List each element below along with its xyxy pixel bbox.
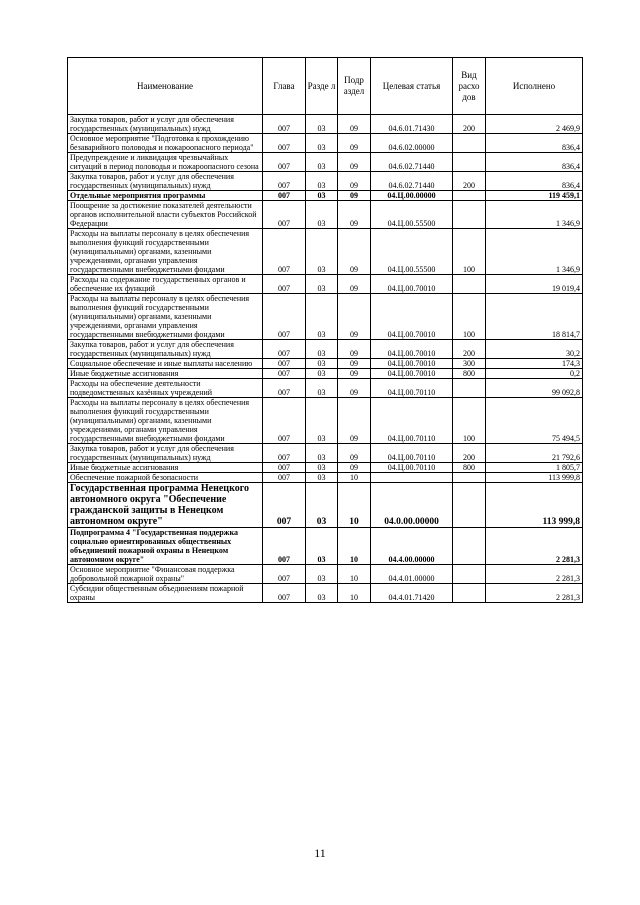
cell-razdel: 03 <box>306 463 338 473</box>
cell-podrazdel: 09 <box>338 463 371 473</box>
cell-name: Государственная программа Ненецкого автономного округа "Обеспечение гражданской защиты в Ненецком автономном округе" <box>68 483 263 528</box>
cell-ispolneno: 836,4 <box>486 134 583 153</box>
cell-podrazdel: 09 <box>338 340 371 359</box>
header-ispolneno: Исполнено <box>486 58 583 115</box>
cell-name: Отдельные мероприятия программы <box>68 191 263 201</box>
cell-glava: 007 <box>263 483 306 528</box>
cell-glava: 007 <box>263 473 306 483</box>
cell-podrazdel: 10 <box>338 473 371 483</box>
cell-name: Основное мероприятие "Финансовая поддержка добровольной пожарной охраны" <box>68 565 263 584</box>
cell-vid-raskhodov: 200 <box>453 172 486 191</box>
cell-name: Расходы на выплаты персоналу в целях обеспечения выполнения функций государственными (муниципальными) органами, казенными учреждениями, органами управления государственными внебюджетными фондами <box>68 398 263 444</box>
cell-name: Иные бюджетные ассигнования <box>68 463 263 473</box>
cell-ispolneno: 30,2 <box>486 340 583 359</box>
cell-tselevaya-statya: 04.6.01.71430 <box>371 115 453 134</box>
cell-razdel: 03 <box>306 134 338 153</box>
cell-glava: 007 <box>263 398 306 444</box>
table-row <box>68 528 583 565</box>
cell-vid-raskhodov: 300 <box>453 359 486 369</box>
cell-tselevaya-statya: 04.6.02.71440 <box>371 172 453 191</box>
cell-glava: 007 <box>263 369 306 379</box>
header-podrazdel: Подр аздел <box>338 58 371 115</box>
cell-podrazdel: 10 <box>338 565 371 584</box>
cell-vid-raskhodov: 100 <box>453 398 486 444</box>
cell-razdel: 03 <box>306 584 338 603</box>
table-row <box>68 369 583 379</box>
cell-podrazdel: 09 <box>338 294 371 340</box>
cell-podrazdel: 09 <box>338 275 371 294</box>
cell-razdel: 03 <box>306 275 338 294</box>
header-glava: Глава <box>263 58 306 115</box>
header-name: Наименование <box>68 58 263 115</box>
cell-podrazdel: 09 <box>338 444 371 463</box>
cell-ispolneno: 19 019,4 <box>486 275 583 294</box>
cell-ispolneno: 0,2 <box>486 369 583 379</box>
cell-vid-raskhodov <box>453 153 486 172</box>
cell-vid-raskhodov <box>453 483 486 528</box>
cell-vid-raskhodov: 200 <box>453 444 486 463</box>
cell-razdel: 03 <box>306 172 338 191</box>
table-row <box>68 463 583 473</box>
cell-ispolneno: 2 281,3 <box>486 528 583 565</box>
cell-tselevaya-statya: 04.Ц.00.70110 <box>371 398 453 444</box>
cell-razdel: 03 <box>306 294 338 340</box>
table-header-row <box>68 58 583 115</box>
cell-tselevaya-statya: 04.0.00.00000 <box>371 483 453 528</box>
cell-razdel: 03 <box>306 565 338 584</box>
cell-razdel: 03 <box>306 153 338 172</box>
cell-name: Расходы на выплаты персоналу в целях обеспечения выполнения функций государственными (муниципальными) органами, казенными учреждениями, органами управления государственными внебюджетными фондами <box>68 294 263 340</box>
cell-tselevaya-statya: 04.Ц.00.70010 <box>371 369 453 379</box>
cell-ispolneno: 75 494,5 <box>486 398 583 444</box>
cell-vid-raskhodov: 200 <box>453 340 486 359</box>
header-tselevaya-statya: Целевая статья <box>371 58 453 115</box>
table-row <box>68 275 583 294</box>
cell-glava: 007 <box>263 444 306 463</box>
table-row <box>68 398 583 444</box>
header-razdel: Разде л <box>306 58 338 115</box>
cell-name: Предупреждение и ликвидация чрезвычайных ситуаций в период половодья и пожароопасного сезона <box>68 153 263 172</box>
cell-razdel: 03 <box>306 473 338 483</box>
cell-vid-raskhodov: 200 <box>453 115 486 134</box>
cell-ispolneno: 99 092,8 <box>486 379 583 398</box>
cell-name: Закупка товаров, работ и услуг для обеспечения государственных (муниципальных) нужд <box>68 172 263 191</box>
cell-vid-raskhodov: 100 <box>453 294 486 340</box>
cell-name: Иные бюджетные ассигнования <box>68 369 263 379</box>
cell-razdel: 03 <box>306 528 338 565</box>
cell-glava: 007 <box>263 134 306 153</box>
cell-ispolneno: 1 346,9 <box>486 229 583 275</box>
cell-tselevaya-statya: 04.Ц.00.70010 <box>371 340 453 359</box>
cell-tselevaya-statya: 04.Ц.00.70110 <box>371 379 453 398</box>
cell-ispolneno: 2 469,9 <box>486 115 583 134</box>
cell-glava: 007 <box>263 359 306 369</box>
cell-ispolneno: 113 999,8 <box>486 483 583 528</box>
cell-vid-raskhodov: 100 <box>453 229 486 275</box>
cell-razdel: 03 <box>306 201 338 229</box>
table-row <box>68 201 583 229</box>
cell-glava: 007 <box>263 172 306 191</box>
cell-name: Обеспечение пожарной безопасности <box>68 473 263 483</box>
cell-podrazdel: 09 <box>338 134 371 153</box>
cell-tselevaya-statya: 04.4.01.00000 <box>371 565 453 584</box>
cell-ispolneno: 836,4 <box>486 153 583 172</box>
cell-vid-raskhodov <box>453 191 486 201</box>
cell-ispolneno: 174,3 <box>486 359 583 369</box>
cell-ispolneno: 113 999,8 <box>486 473 583 483</box>
cell-ispolneno: 18 814,7 <box>486 294 583 340</box>
table-row <box>68 444 583 463</box>
cell-tselevaya-statya: 04.6.02.71440 <box>371 153 453 172</box>
cell-ispolneno: 1 805,7 <box>486 463 583 473</box>
cell-glava: 007 <box>263 115 306 134</box>
cell-vid-raskhodov <box>453 134 486 153</box>
cell-razdel: 03 <box>306 191 338 201</box>
cell-razdel: 03 <box>306 229 338 275</box>
page-number: 11 <box>314 846 326 860</box>
cell-name: Поощрение за достижение показателей деятельности органов исполнительной власти субъектов Российской Федерации <box>68 201 263 229</box>
cell-tselevaya-statya: 04.4.01.71420 <box>371 584 453 603</box>
cell-vid-raskhodov: 800 <box>453 463 486 473</box>
cell-podrazdel: 09 <box>338 172 371 191</box>
cell-tselevaya-statya: 04.Ц.00.55500 <box>371 201 453 229</box>
table-row <box>68 379 583 398</box>
cell-podrazdel: 10 <box>338 528 371 565</box>
cell-razdel: 03 <box>306 369 338 379</box>
cell-razdel: 03 <box>306 115 338 134</box>
cell-vid-raskhodov <box>453 584 486 603</box>
cell-tselevaya-statya: 04.Ц.00.55500 <box>371 229 453 275</box>
cell-tselevaya-statya: 04.Ц.00.00000 <box>371 191 453 201</box>
cell-name: Основное мероприятие "Подготовка к прохождению безаварийного половодья и пожароопасного периода" <box>68 134 263 153</box>
cell-glava: 007 <box>263 294 306 340</box>
cell-name: Подпрограмма 4 "Государственная поддержка социально ориентированных общественных объединений пожарной охраны в Ненецком автономном округе" <box>68 528 263 565</box>
cell-name: Закупка товаров, работ и услуг для обеспечения государственных (муниципальных) нужд <box>68 340 263 359</box>
cell-vid-raskhodov <box>453 473 486 483</box>
cell-vid-raskhodov <box>453 275 486 294</box>
cell-razdel: 03 <box>306 379 338 398</box>
cell-tselevaya-statya: 04.4.00.00000 <box>371 528 453 565</box>
table-row <box>68 565 583 584</box>
cell-vid-raskhodov <box>453 528 486 565</box>
budget-execution-table <box>67 57 583 603</box>
cell-razdel: 03 <box>306 444 338 463</box>
cell-ispolneno: 1 346,9 <box>486 201 583 229</box>
cell-tselevaya-statya: 04.Ц.00.70110 <box>371 444 453 463</box>
cell-name: Социальное обеспечение и иные выплаты населению <box>68 359 263 369</box>
cell-tselevaya-statya: 04.Ц.00.70110 <box>371 463 453 473</box>
cell-vid-raskhodov <box>453 565 486 584</box>
table-row <box>68 340 583 359</box>
cell-glava: 007 <box>263 463 306 473</box>
cell-glava: 007 <box>263 275 306 294</box>
table-row <box>68 172 583 191</box>
cell-vid-raskhodov <box>453 201 486 229</box>
cell-name: Расходы на обеспечение деятельности подведомственных казённых учреждений <box>68 379 263 398</box>
cell-glava: 007 <box>263 565 306 584</box>
cell-name: Закупка товаров, работ и услуг для обеспечения государственных (муниципальных) нужд <box>68 444 263 463</box>
table-row <box>68 359 583 369</box>
table-row <box>68 473 583 483</box>
table-row <box>68 229 583 275</box>
cell-razdel: 03 <box>306 398 338 444</box>
table-body <box>68 115 583 603</box>
cell-tselevaya-statya <box>371 473 453 483</box>
table-row <box>68 483 583 528</box>
cell-podrazdel: 09 <box>338 191 371 201</box>
cell-glava: 007 <box>263 340 306 359</box>
cell-razdel: 03 <box>306 340 338 359</box>
cell-glava: 007 <box>263 229 306 275</box>
table-row <box>68 294 583 340</box>
cell-podrazdel: 10 <box>338 483 371 528</box>
cell-ispolneno: 119 459,1 <box>486 191 583 201</box>
cell-name: Расходы на содержание государственных органов и обеспечение их функций <box>68 275 263 294</box>
cell-podrazdel: 09 <box>338 229 371 275</box>
cell-razdel: 03 <box>306 359 338 369</box>
cell-tselevaya-statya: 04.Ц.00.70010 <box>371 294 453 340</box>
cell-tselevaya-statya: 04.6.02.00000 <box>371 134 453 153</box>
header-vid-raskhodov: Вид расхо дов <box>453 58 486 115</box>
table-row <box>68 584 583 603</box>
cell-vid-raskhodov <box>453 379 486 398</box>
cell-ispolneno: 2 281,3 <box>486 584 583 603</box>
table-row <box>68 153 583 172</box>
cell-name: Закупка товаров, работ и услуг для обеспечения государственных (муниципальных) нужд <box>68 115 263 134</box>
cell-glava: 007 <box>263 201 306 229</box>
cell-glava: 007 <box>263 584 306 603</box>
cell-podrazdel: 09 <box>338 369 371 379</box>
cell-tselevaya-statya: 04.Ц.00.70010 <box>371 275 453 294</box>
cell-name: Субсидии общественным объединениям пожарной охраны <box>68 584 263 603</box>
cell-glava: 007 <box>263 528 306 565</box>
cell-podrazdel: 09 <box>338 398 371 444</box>
table-row <box>68 191 583 201</box>
cell-podrazdel: 09 <box>338 115 371 134</box>
cell-podrazdel: 09 <box>338 379 371 398</box>
cell-podrazdel: 09 <box>338 201 371 229</box>
cell-podrazdel: 09 <box>338 359 371 369</box>
table-row <box>68 115 583 134</box>
cell-glava: 007 <box>263 191 306 201</box>
cell-glava: 007 <box>263 153 306 172</box>
table-row <box>68 134 583 153</box>
cell-podrazdel: 09 <box>338 153 371 172</box>
cell-ispolneno: 2 281,3 <box>486 565 583 584</box>
cell-ispolneno: 836,4 <box>486 172 583 191</box>
cell-tselevaya-statya: 04.Ц.00.70010 <box>371 359 453 369</box>
cell-ispolneno: 21 792,6 <box>486 444 583 463</box>
cell-glava: 007 <box>263 379 306 398</box>
cell-podrazdel: 10 <box>338 584 371 603</box>
cell-razdel: 03 <box>306 483 338 528</box>
cell-name: Расходы на выплаты персоналу в целях обеспечения выполнения функций государственными (муниципальными) органами, казенными учреждениями, органами управления государственными внебюджетными фондами <box>68 229 263 275</box>
cell-vid-raskhodov: 800 <box>453 369 486 379</box>
